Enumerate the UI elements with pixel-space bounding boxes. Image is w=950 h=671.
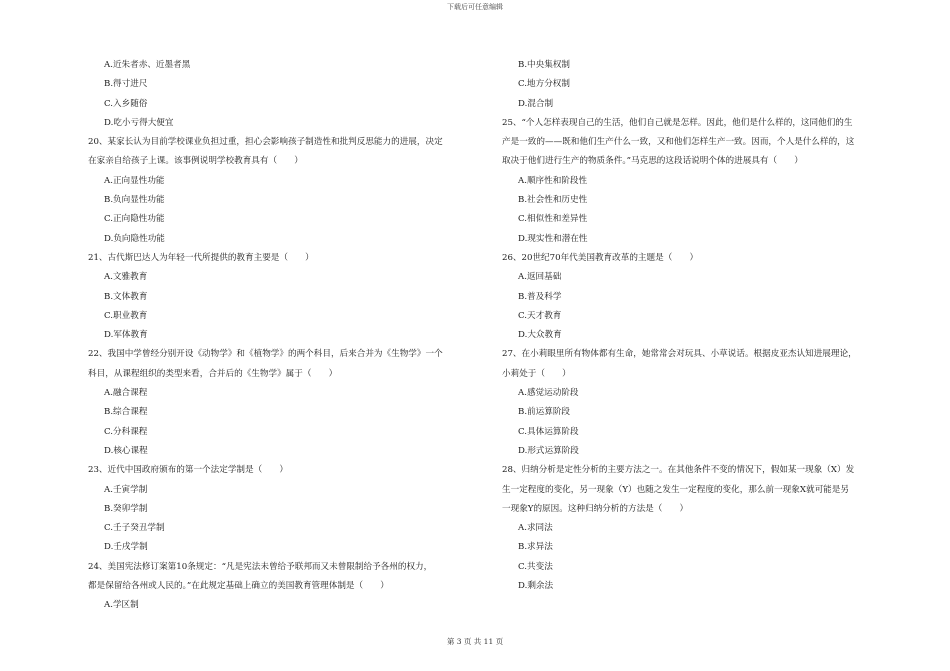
question-text: 27、在小莉眼里所有物体都有生命，她常常会对玩具、小草说话。根据皮亚杰认知进展理论， [502, 349, 857, 360]
answer-option: C.具体运算阶段 [518, 426, 579, 437]
left-column [88, 56, 488, 616]
question-text: 在家亲自给孩子上课。该事例说明学校教育具有（ ） [88, 156, 303, 167]
answer-option: A.顺序性和阶段性 [518, 175, 588, 186]
answer-option: D.吃小亏得大便宜 [104, 117, 174, 128]
answer-option: A.正向显性功能 [104, 175, 165, 186]
answer-option: A.求同法 [518, 523, 553, 534]
question-text: 28、归纳分析是定性分析的主要方法之一。在其他条件不变的情况下，假如某一现象（X）发 [502, 465, 855, 476]
answer-option: A.学区制 [104, 600, 139, 611]
answer-option: B.普及科学 [518, 291, 562, 302]
answer-option: B.前运算阶段 [518, 407, 571, 418]
answer-option: A.返回基础 [518, 272, 562, 283]
answer-option: B.中央集权制 [518, 60, 571, 70]
answer-option: D.军体教育 [104, 330, 148, 341]
question-text: 一现象Y的原因。这种归纳分析的方法是（ ） [502, 503, 689, 514]
answer-option: D.混合制 [518, 98, 554, 109]
answer-option: B.文体教育 [104, 291, 148, 302]
question-text: 取决于他们进行生产的物质条件。”马克思的这段话说明个体的进展具有（ ） [502, 156, 803, 167]
answer-option: B.综合课程 [104, 407, 148, 418]
answer-option: C.天才教育 [518, 310, 562, 321]
answer-option: D.核心课程 [104, 445, 148, 456]
answer-option: C.正向隐性功能 [104, 214, 165, 225]
answer-option: C.壬子癸丑学制 [104, 523, 165, 534]
answer-option: B.社会性和历史性 [518, 195, 588, 206]
page-number: 第 3 页 共 11 页 [446, 637, 504, 646]
question-text: 23、近代中国政府颁布的第一个法定学制是（ ） [88, 465, 288, 476]
answer-option: C.共变法 [518, 561, 553, 572]
answer-option: B.得寸进尺 [104, 79, 148, 90]
answer-option: C.地方分权制 [518, 79, 570, 90]
answer-option: A.感觉运动阶段 [518, 388, 579, 399]
question-text: 25、“个人怎样表现自己的生活，他们自己就是怎样。因此，他们是什么样的，这同他们的生 [502, 117, 853, 128]
question-text: 产是一致的——既和他们生产什么一致，又和他们怎样生产一致。因而，个人是什么样的，这 [502, 137, 855, 148]
question-text: 小莉处于（ ） [502, 368, 571, 379]
answer-option: D.形式运算阶段 [518, 445, 579, 456]
answer-option: B.负向显性功能 [104, 195, 165, 206]
question-text: 21、古代斯巴达人为年轻一代所提供的教育主要是（ ） [88, 252, 314, 263]
answer-option: A.文雅教育 [104, 272, 148, 283]
answer-option: D.负向隐性功能 [104, 233, 165, 244]
answer-option: B.癸卯学制 [104, 503, 148, 514]
answer-option: D.壬戌学制 [104, 542, 148, 553]
header-note: 下载后可任意编辑 [447, 3, 503, 11]
question-text: 科目，从课程组织的类型来看，合并后的《生物学》属于（ ） [88, 368, 338, 379]
answer-option: B.求异法 [518, 542, 553, 553]
answer-option: C.相似性和差异性 [518, 214, 588, 225]
question-text: 24、美国宪法修订案第10条规定：“凡是宪法未曾给予联邦而又未曾限制给予各州的权力， [88, 561, 433, 572]
answer-option: C.职业教育 [104, 310, 148, 321]
answer-option: D.剩余法 [518, 581, 554, 592]
answer-option: D.大众教育 [518, 330, 562, 341]
answer-option: A.融合课程 [104, 388, 148, 399]
answer-option: C.分科课程 [104, 426, 148, 437]
right-column [502, 56, 902, 596]
answer-option: C.入乡随俗 [104, 98, 148, 109]
question-text: 22、我国中学曾经分别开设《动物学》和《植物学》的两个科目，后来合并为《生物学》一个 [88, 349, 443, 360]
question-text: 生一定程度的变化，另一现象（Y）也随之发生一定程度的变化，那么前一现象X就可能是另 [502, 484, 849, 495]
question-text: 20、某家长认为目前学校课业负担过重，担心会影响孩子制造性和批判反思能力的进展，决定 [88, 137, 443, 148]
question-text: 都是保留给各州或人民的。”在此规定基础上确立的美国教育管理体制是（ ） [88, 581, 389, 592]
answer-option: A.壬寅学制 [104, 484, 148, 495]
question-text: 26、20世纪70年代美国教育改革的主题是（ ） [502, 252, 699, 263]
answer-option: A.近朱者赤、近墨者黑 [104, 60, 191, 70]
answer-option: D.现实性和潜在性 [518, 233, 588, 244]
